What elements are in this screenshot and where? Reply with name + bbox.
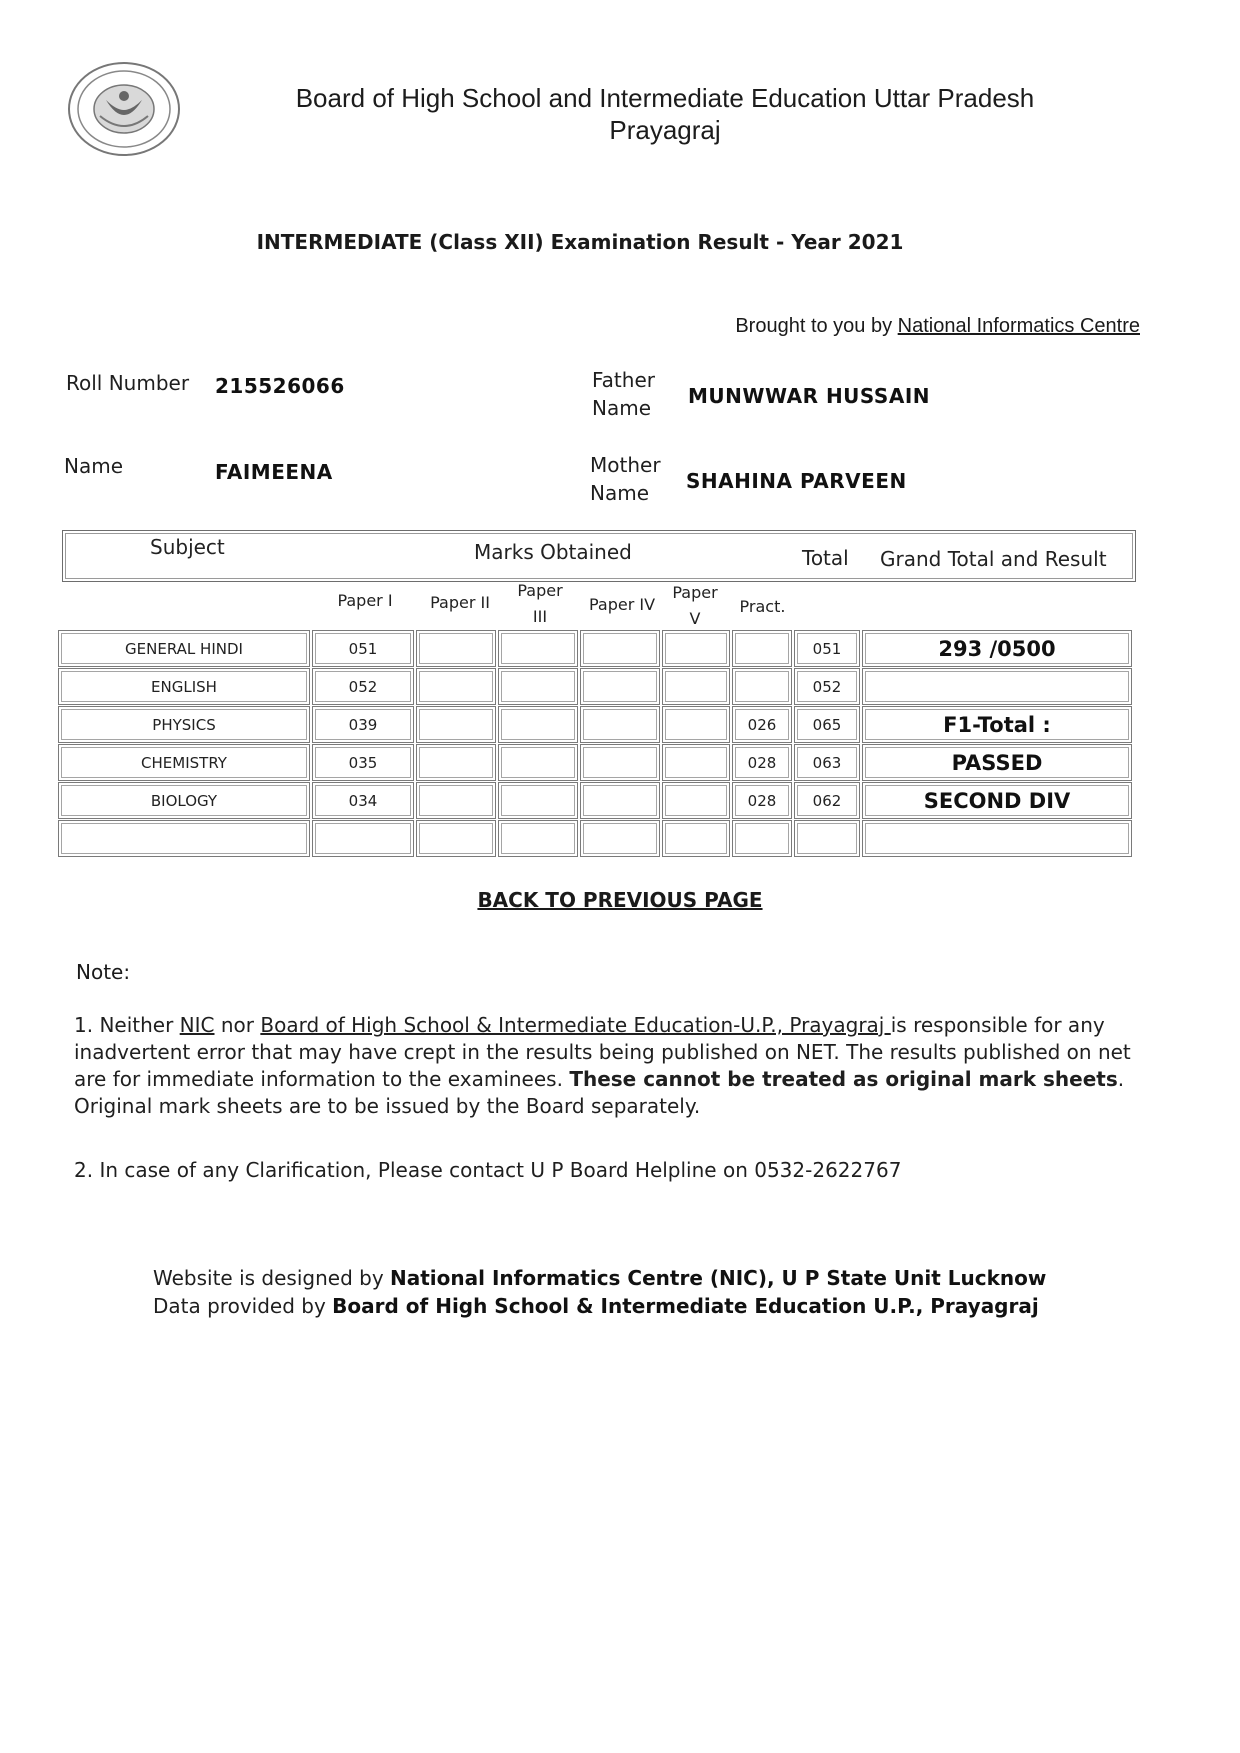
board-title-line1: Board of High School and Intermediate Education Uttar Pradesh	[295, 83, 1035, 113]
brought-by-prefix: Brought to you by	[735, 315, 898, 337]
cell-p5	[662, 744, 730, 781]
note-1-bold: These cannot be treated as original mark sheets	[569, 1067, 1118, 1091]
footer-line-1-prefix: Website is designed by	[153, 1266, 391, 1290]
note-1-nic: NIC	[179, 1013, 215, 1037]
father-label-line2: Name	[592, 396, 652, 420]
cell-p2	[416, 630, 496, 667]
empty-cell	[732, 820, 792, 857]
empty-cell	[498, 820, 578, 857]
header-marks-obtained: Marks Obtained	[474, 540, 632, 564]
father-name-label	[592, 366, 655, 422]
roll-number-value: 215526066	[215, 374, 345, 398]
cell-p5	[662, 630, 730, 667]
header-subject: Subject	[150, 535, 225, 559]
header-grand-total: Grand Total and Result	[880, 547, 1107, 571]
header-total: Total	[802, 546, 849, 570]
footer-line-2-prefix: Data provided by	[153, 1294, 333, 1318]
subheader-paper-5-line2: V	[689, 609, 701, 628]
footer-line-2	[153, 1293, 1083, 1320]
cell-p1: 034	[312, 782, 414, 819]
note-1-board: Board of High School & Intermediate Education-U.P., Prayagraj	[260, 1013, 891, 1037]
cell-total: 052	[794, 668, 860, 705]
cell-p3	[498, 668, 578, 705]
roll-number-label: Roll Number	[66, 371, 190, 395]
subheader-paper-3-line1: Paper	[517, 581, 563, 600]
subheader-paper-5-line1: Paper	[672, 583, 718, 602]
cell-p3	[498, 706, 578, 743]
cell-p1: 035	[312, 744, 414, 781]
subheader-paper-2: Paper II	[430, 593, 490, 612]
cell-p2	[416, 782, 496, 819]
cell-p1: 051	[312, 630, 414, 667]
marks-table	[58, 630, 1132, 858]
empty-cell	[794, 820, 860, 857]
result-empty	[862, 668, 1132, 705]
cell-pract: 028	[732, 744, 792, 781]
cell-total: 065	[794, 706, 860, 743]
subheader-paper-3	[505, 578, 575, 630]
cell-total: 051	[794, 630, 860, 667]
footer-nic: National Informatics Centre (NIC), U P State Unit Lucknow	[390, 1266, 1047, 1290]
brought-by-line	[640, 315, 1140, 338]
cell-p3	[498, 744, 578, 781]
cell-subject: GENERAL HINDI	[58, 630, 310, 667]
note-heading: Note:	[76, 960, 131, 984]
cell-subject: CHEMISTRY	[58, 744, 310, 781]
cell-pract: 026	[732, 706, 792, 743]
grand-total-value: 293 /0500	[862, 630, 1132, 667]
result-status: PASSED	[862, 744, 1132, 781]
cell-p2	[416, 744, 496, 781]
father-name-value: MUNWWAR HUSSAIN	[688, 384, 930, 408]
note-1-nor: nor	[214, 1013, 261, 1037]
subheader-paper-3-line2: III	[532, 607, 548, 626]
subheader-paper-5	[660, 580, 730, 632]
mother-label-line1: Mother	[590, 453, 661, 477]
cell-total: 062	[794, 782, 860, 819]
empty-cell	[416, 820, 496, 857]
result-empty	[862, 820, 1132, 857]
footer-board: Board of High School & Intermediate Education U.P., Prayagraj	[332, 1294, 1039, 1318]
cell-p4	[580, 706, 660, 743]
cell-p1: 039	[312, 706, 414, 743]
empty-cell	[662, 820, 730, 857]
subheader-practical: Pract.	[739, 597, 786, 616]
back-to-previous-page-link[interactable]: BACK TO PREVIOUS PAGE	[477, 888, 763, 912]
board-title-line2: Prayagraj	[609, 115, 721, 145]
cell-p5	[662, 706, 730, 743]
note-1-end: . Original mark sheets are to be issued by the Board separately.	[74, 1067, 1125, 1118]
cell-p1: 052	[312, 668, 414, 705]
empty-cell	[580, 820, 660, 857]
board-title	[200, 82, 1130, 146]
cell-p5	[662, 668, 730, 705]
footer-line-1	[153, 1265, 1083, 1292]
note-2: 2. In case of any Clarification, Please contact U P Board Helpline on 0532-2622767	[74, 1158, 902, 1182]
name-value: FAIMEENA	[215, 460, 333, 484]
cell-p4	[580, 744, 660, 781]
mother-label-line2: Name	[590, 481, 650, 505]
nic-link[interactable]: National Informatics Centre	[897, 315, 1140, 337]
f1-total-label: F1-Total :	[862, 706, 1132, 743]
cell-subject: PHYSICS	[58, 706, 310, 743]
cell-pract: 028	[732, 782, 792, 819]
cell-p3	[498, 782, 578, 819]
mother-name-label	[590, 451, 661, 507]
result-division: SECOND DIV	[862, 782, 1132, 819]
cell-p2	[416, 706, 496, 743]
cell-pract	[732, 668, 792, 705]
cell-subject: BIOLOGY	[58, 782, 310, 819]
note-1	[74, 1012, 1149, 1120]
mother-name-value: SHAHINA PARVEEN	[686, 469, 907, 493]
subheader-paper-4: Paper IV	[588, 595, 656, 614]
cell-p4	[580, 668, 660, 705]
cell-pract	[732, 630, 792, 667]
cell-total: 063	[794, 744, 860, 781]
name-label: Name	[64, 454, 124, 478]
exam-title: INTERMEDIATE (Class XII) Examination Result - Year 2021	[256, 230, 904, 254]
cell-p3	[498, 630, 578, 667]
note-1-prefix: 1. Neither	[74, 1013, 180, 1037]
subheader-paper-1: Paper I	[337, 591, 393, 610]
cell-p2	[416, 668, 496, 705]
father-label-line1: Father	[592, 368, 655, 392]
cell-p5	[662, 782, 730, 819]
cell-p4	[580, 630, 660, 667]
up-government-seal	[66, 60, 182, 158]
cell-p4	[580, 782, 660, 819]
empty-cell	[58, 820, 310, 857]
cell-subject: ENGLISH	[58, 668, 310, 705]
empty-cell	[312, 820, 414, 857]
note-1-rest: is responsible for any inadvertent error that may have crept in the results being published on NET. The results published on net are for immediate information to the examinees.	[74, 1013, 1131, 1091]
